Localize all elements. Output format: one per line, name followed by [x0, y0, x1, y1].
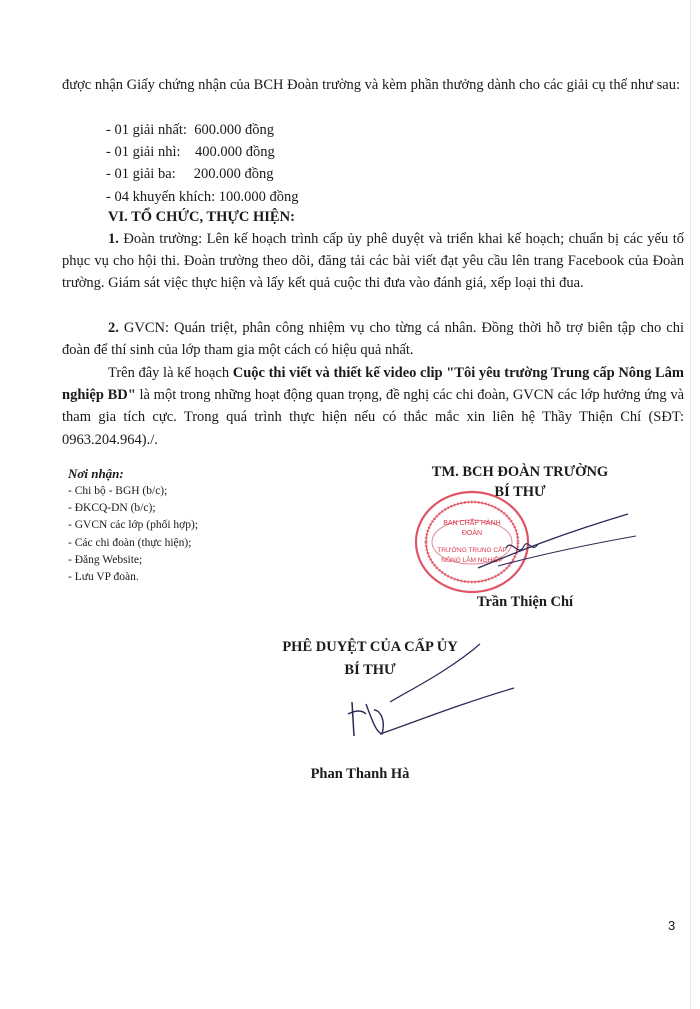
closing-contest-name: Cuộc thi viết và thiết kế video clip "Tôi yêu trường Trung cấp Nông Lâm nghiệp BD"	[62, 365, 685, 404]
stamp-text: NÔNG LÂM NGHIỆP	[441, 557, 503, 564]
prize-item: - 04 khuyến khích: 100.000 đồng	[106, 188, 299, 205]
intro-paragraph: được nhận Giấy chứng nhận của BCH Đoàn trường và kèm phần thưởng dành cho các giải cụ thể như sau:	[62, 77, 680, 93]
prize-item: - 01 giải nhì: 400.000 đồng	[106, 144, 275, 161]
item-2-text: GVCN: Quán triệt, phân công nhiệm vụ cho từng cá nhân. Đồng thời hỗ trợ biên tập cho chi đoàn để thí sinh của lớp tham gia một cách có hiệu quả nhất.	[62, 320, 684, 359]
stamp-text: BAN CHẤP HÀNH	[443, 520, 501, 527]
page-number: 3	[668, 918, 676, 933]
closing-text-start: Trên đây là kế hoạch	[108, 365, 233, 381]
recipient-item: - Đăng Website;	[68, 553, 143, 566]
stamp-text: ĐOÀN	[461, 530, 483, 537]
approval-title: PHÊ DUYỆT CỦA CẤP ỦY	[282, 639, 458, 655]
stamp-text: TRƯỜNG TRUNG CẤP	[437, 547, 507, 554]
recipient-item: - Chi bộ - BGH (b/c);	[68, 485, 168, 497]
scan-edge-line	[690, 0, 691, 1009]
signature-org-line: TM. BCH ĐOÀN TRƯỜNG	[431, 464, 609, 480]
signature-scribble-right	[468, 508, 648, 588]
item-1-text: Đoàn trường: Lên kế hoạch trình cấp ủy phê duyệt và triển khai kế hoạch; chuẩn bị các yếu tố phục vụ cho hội thi. Đoàn trường theo dõi, đăng tải các bài viết đạt yêu cầu lên trang Facebook của Đoàn trường. Giám sát việc thực hiện và lấy kết quả cuộc thi đưa vào đánh giá, xếp loại thi đua.	[62, 231, 684, 292]
closing-text-end: là một trong những hoạt động quan trọng, đề nghị các chi đoàn, GVCN các lớp hưởng ứng và tham gia tích cực. Trong quá trình thực hiện nếu có thắc mắc xin liên hệ Thầy Thiện Chí (SĐT: 0963.204.964)./.	[62, 387, 684, 448]
signature-role-line: BÍ THƯ	[494, 484, 546, 500]
recipient-item: - GVCN các lớp (phối hợp);	[68, 519, 199, 532]
recipients-title: Nơi nhận:	[68, 466, 124, 481]
recipient-item: - ĐKCQ-DN (b/c);	[68, 502, 156, 515]
item-2-paragraph	[62, 317, 684, 361]
recipient-item: - Các chi đoàn (thực hiện);	[68, 536, 192, 549]
prize-list	[106, 119, 299, 208]
item-2-number: 2.	[108, 320, 119, 336]
approval-role: BÍ THƯ	[344, 662, 396, 678]
prize-item: - 01 giải nhất: 600.000 đồng	[106, 122, 274, 138]
closing-paragraph	[62, 362, 684, 451]
recipients-block	[68, 464, 198, 586]
prize-item: - 01 giải ba: 200.000 đồng	[106, 166, 274, 183]
recipient-item: - Lưu VP đoàn.	[68, 571, 139, 584]
section-heading: VI. TỔ CHỨC, THỰC HIỆN:	[108, 209, 295, 225]
signer-name: Trần Thiện Chí	[476, 594, 574, 610]
signature-scribble-approval	[330, 640, 520, 760]
item-1-number: 1.	[108, 231, 119, 247]
item-1-paragraph	[62, 228, 684, 295]
approver-name: Phan Thanh Hà	[310, 766, 410, 782]
